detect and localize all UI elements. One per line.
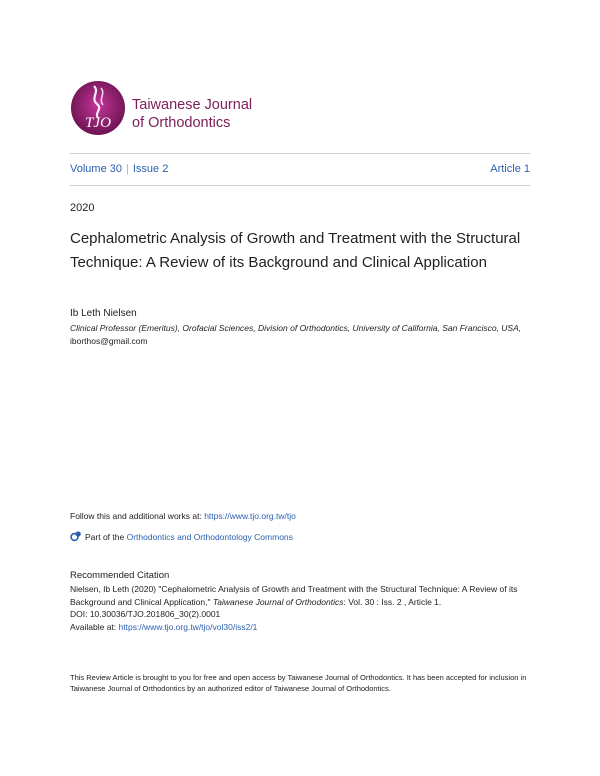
issue-link[interactable]: Issue 2 — [132, 163, 169, 175]
journal-name — [132, 96, 252, 132]
part-of-line — [70, 530, 293, 542]
author-name: Ib Leth Nielsen — [70, 308, 137, 319]
author-email: iborthos@gmail.com — [70, 336, 148, 346]
commons-link[interactable]: Orthodontics and Orthodontology Commons — [126, 532, 293, 542]
available-prefix: Available at: — [70, 621, 119, 632]
follow-prefix: Follow this and additional works at: — [70, 511, 205, 521]
issue-divider — [70, 185, 530, 186]
citation-journal: Taiwanese Journal of Orthodontics — [212, 596, 344, 607]
follow-link[interactable]: https://www.tjo.org.tw/tjo — [204, 511, 296, 521]
citation-heading: Recommended Citation — [70, 570, 170, 581]
journal-name-line2: of Orthodontics — [132, 115, 231, 131]
follow-line — [70, 511, 296, 521]
affiliation-text: Clinical Professor (Emeritus), Orofacial Sciences, Division of Orthodontics, University of California, San Francisco, USA, — [70, 323, 522, 333]
open-access-icon — [70, 530, 82, 542]
citation-doi: DOI: 10.30036/TJO.201806_30(2).0001 — [70, 609, 221, 619]
logo-text: TJO — [85, 115, 111, 131]
header-divider — [70, 153, 530, 154]
available-link[interactable]: https://www.tjo.org.tw/tjo/vol30/iss2/1 — [118, 621, 258, 632]
volume-link[interactable]: Volume 30 — [70, 163, 122, 175]
citation-text: Nielsen, Ib Leth (2020) "Cephalometric Analysis of Growth and Treatment with the Structural Technique: A Review of its Background and Clinical Application," — [70, 584, 518, 607]
author-affiliation — [70, 322, 530, 348]
issue-breadcrumb — [70, 163, 168, 175]
article-link[interactable]: Article 1 — [490, 163, 530, 175]
journal-logo — [70, 80, 126, 136]
citation-body — [70, 583, 530, 633]
citation-suffix: : Vol. 30 : Iss. 2 , Article 1. — [343, 596, 442, 607]
article-title: Cephalometric Analysis of Growth and Treatment with the Structural Technique: A Review of its Background and Clinical Application — [70, 230, 521, 271]
part-prefix: Part of the — [85, 532, 127, 542]
access-statement: This Review Article is brought to you for free and open access by Taiwanese Journal of Orthodontics. It has been accepted for inclusion in Taiwanese Journal of Orthodontics by an authorized editor of Taiwanese Journal of Orthodontics. — [70, 673, 527, 693]
journal-name-line1: Taiwanese Journal — [132, 97, 253, 113]
publication-year: 2020 — [70, 202, 95, 214]
breadcrumb-separator: | — [125, 163, 129, 175]
